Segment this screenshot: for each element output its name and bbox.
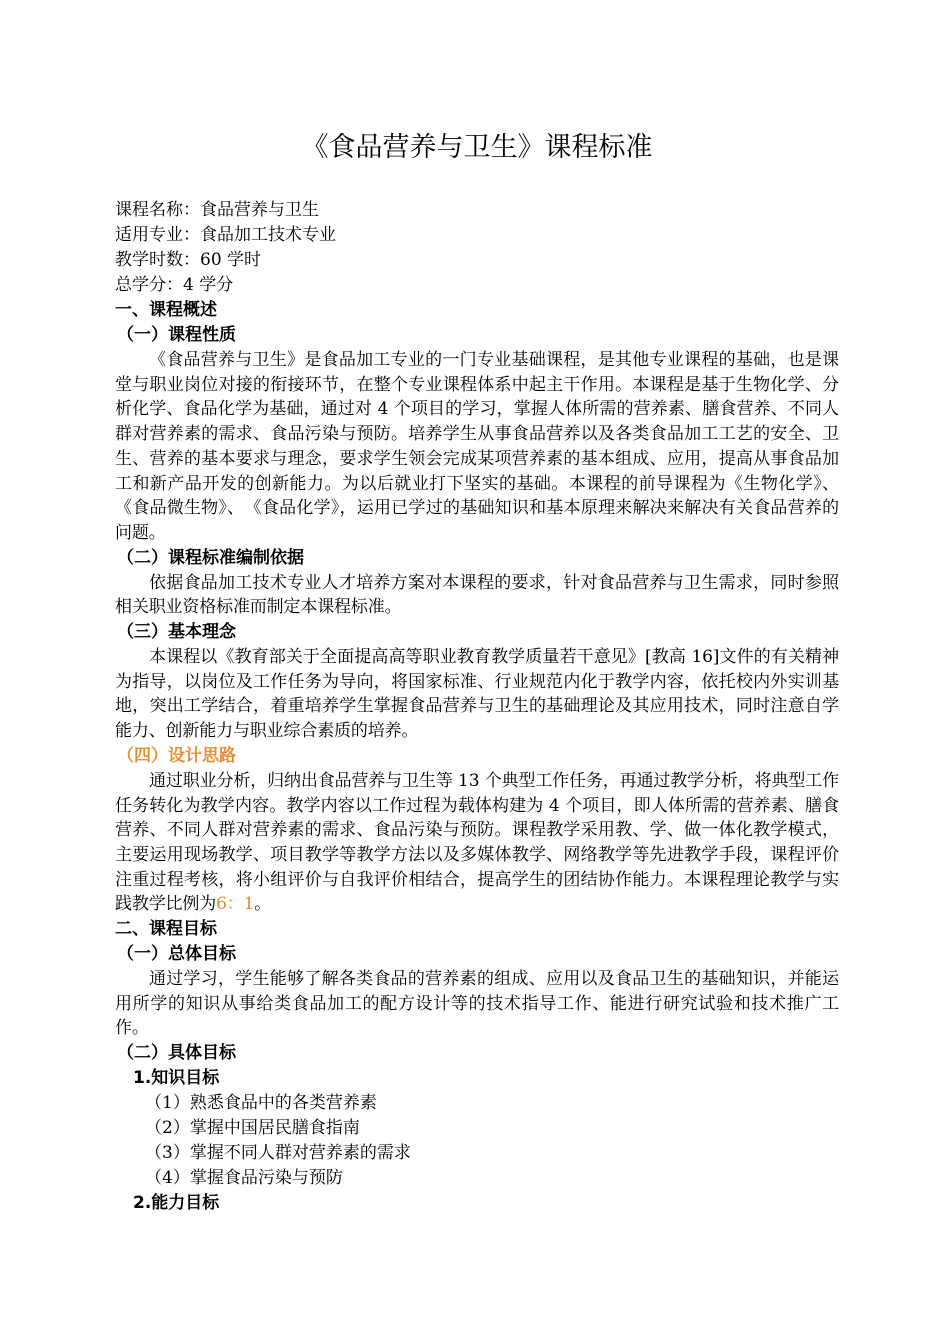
paragraph: 依据食品加工技术专业人才培养方案对本课程的要求，针对食品营养与卫生需求，同时参照相关职业资格标准而制定本课程标准。 — [115, 572, 839, 618]
paragraph-end: 。 — [254, 894, 272, 915]
paragraph — [115, 769, 839, 917]
meta-major: 适用专业：食品加工技术专业 — [115, 225, 336, 245]
subsection-heading: （二）具体目标 — [117, 1043, 236, 1064]
ratio-highlight: 6：1 — [216, 894, 255, 915]
list-item: （1）熟悉食品中的各类营养素 — [145, 1093, 377, 1114]
subsection-heading: （一）总体目标 — [117, 944, 236, 965]
meta-hours: 教学时数：60 学时 — [115, 250, 262, 270]
section-heading: 一、课程概述 — [115, 300, 217, 320]
list-item: （4）掌握食品污染与预防 — [145, 1168, 343, 1189]
subsection-heading-highlighted: （四）设计思路 — [117, 745, 236, 766]
list-item: （3）掌握不同人群对营养素的需求 — [145, 1143, 411, 1164]
section-heading: 二、课程目标 — [115, 919, 217, 940]
subsection-heading: （二）课程标准编制依据 — [117, 547, 304, 568]
meta-credits: 总学分：4 学分 — [115, 275, 234, 295]
knowledge-goals-heading: 1.知识目标 — [133, 1068, 220, 1089]
paragraph: 《食品营养与卫生》是食品加工专业的一门专业基础课程，是其他专业课程的基础，也是课堂与职业岗位对接的衔接环节，在整个专业课程体系中起主干作用。本课程是基于生物化学、分析化学、食品化学为基础，通过对 4 个项目的学习，掌握人体所需的营养素、膳食营养、不同人群对营养素的需求、食品污染与预防。培养学生从事食品营养以及各类食品加工工艺的安全、卫生、营养的基本要求与理念，要求学生领会完成某项营养素的基本组成、应用，提高从事食品加工和新产品开发的创新能力。为以后就业打下坚实的基础。本课程的前导课程为《生物化学》、《食品微生物》、 《食品化学》，运用已学过的基础知识和基本原理来解决来解决有关食品营养的问题。 — [115, 350, 839, 543]
document-title: 《食品营养与卫生》课程标准 — [301, 132, 653, 163]
subsection-heading: （三）基本理念 — [117, 622, 236, 643]
paragraph: 通过学习，学生能够了解各类食品的营养素的组成、应用以及食品卫生的基础知识，并能运用所学的知识从事给类食品加工的配方设计等的技术指导工作、能进行研究试验和技术推广工作。 — [115, 969, 839, 1039]
meta-course-name: 课程名称：食品营养与卫生 — [115, 200, 319, 220]
list-item: （2）掌握中国居民膳食指南 — [145, 1118, 360, 1139]
subsection-heading: （一）课程性质 — [117, 325, 236, 345]
paragraph-text: 通过职业分析，归纳出食品营养与卫生等 13 个典型工作任务，再通过教学分析，将典型工作任务转化为教学内容。教学内容以工作过程为载体构建为 4 个项目，即人体所需的营养素、膳食营养、不同人群对营养素的需求、食品污染与预防。课程教学采用教、学、做一体化教学模式，主要运用现场教学、项目教学等教学方法以及多媒体教学、网络教学等先进教学手段，课程评价注重过程考核，将小组评价与自我评价相结合，提高学生的团结协作能力。本课程理论教学与实践教学比例为 — [115, 770, 839, 915]
paragraph: 本课程以《教育部关于全面提高高等职业教育教学质量若干意见》[教高 16]文件的有关精神为指导，以岗位及工作任务为导向，将国家标准、行业规范内化于教学内容，依托校内外实训基地，突出工学结合，着重培养学生掌握食品营养与卫生的基础理论及其应用技术，同时注意自学能力、创新能力与职业综合素质的培养。 — [115, 647, 839, 742]
document-page — [115, 128, 839, 1216]
ability-goals-heading: 2.能力目标 — [133, 1193, 220, 1214]
